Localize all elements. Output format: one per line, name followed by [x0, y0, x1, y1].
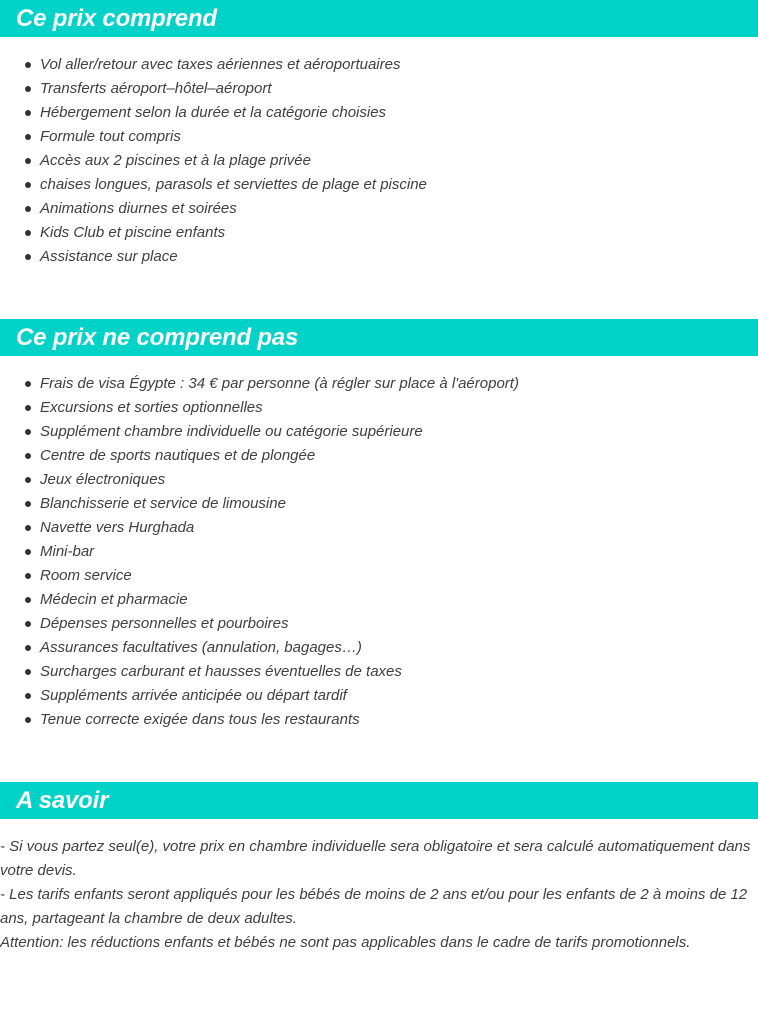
list-item	[0, 396, 758, 420]
bullet-icon	[25, 453, 31, 459]
list-item-text: Blanchisserie et service de limousine	[40, 495, 286, 512]
list-item	[0, 197, 758, 221]
list-item	[0, 660, 758, 684]
bullet-icon	[25, 134, 31, 140]
list-item-text: Room service	[40, 567, 132, 584]
list-item	[0, 245, 758, 269]
list-item-text: Animations diurnes et soirées	[40, 200, 237, 217]
list-item	[0, 173, 758, 197]
bullet-icon	[25, 621, 31, 627]
bullet-icon	[25, 669, 31, 675]
bullet-icon	[25, 429, 31, 435]
bullet-icon	[25, 525, 31, 531]
list-item-text: Kids Club et piscine enfants	[40, 224, 226, 241]
bullet-icon	[25, 597, 31, 603]
list-item	[0, 708, 758, 732]
list-item-text: Centre de sports nautiques et de plongée	[40, 447, 316, 464]
notes-section-title: A savoir	[0, 782, 758, 819]
bullet-icon	[25, 693, 31, 699]
notes-body	[0, 835, 756, 955]
list-item	[0, 492, 758, 516]
bullet-icon	[25, 381, 31, 387]
bullet-icon	[25, 230, 31, 236]
list-item	[0, 101, 758, 125]
bullet-icon	[25, 477, 31, 483]
bullet-icon	[25, 206, 31, 212]
list-item-text: Vol aller/retour avec taxes aériennes et aéroportuaires	[40, 56, 401, 73]
list-item-text: Hébergement selon la durée et la catégorie choisies	[40, 104, 387, 121]
list-item-text: Médecin et pharmacie	[40, 591, 188, 608]
list-item	[0, 444, 758, 468]
list-item-text: Assurances facultatives (annulation, bagages…)	[40, 639, 362, 656]
included-section-title: Ce prix comprend	[0, 0, 758, 37]
bullet-icon	[25, 549, 31, 555]
list-item	[0, 372, 758, 396]
list-item	[0, 612, 758, 636]
included-list	[0, 53, 758, 269]
list-item	[0, 221, 758, 245]
list-item	[0, 588, 758, 612]
bullet-icon	[25, 110, 31, 116]
bullet-icon	[25, 254, 31, 260]
list-item-text: Dépenses personnelles et pourboires	[40, 615, 289, 632]
list-item-text: Mini-bar	[40, 543, 95, 560]
list-item-text: Frais de visa Égypte : 34 € par personne (à régler sur place à l'aéroport)	[40, 375, 519, 392]
list-item	[0, 684, 758, 708]
list-item	[0, 564, 758, 588]
list-item	[0, 149, 758, 173]
notes-paragraph: Attention: les réductions enfants et bébés ne sont pas applicables dans le cadre de tarifs promotionnels.	[0, 934, 691, 951]
bullet-icon	[25, 645, 31, 651]
list-item	[0, 53, 758, 77]
list-item	[0, 420, 758, 444]
list-item-text: Formule tout compris	[40, 128, 181, 145]
bullet-icon	[25, 717, 31, 723]
notes-paragraph: - Les tarifs enfants seront appliqués pour les bébés de moins de 2 ans et/ou pour les enfants de 2 à moins de 12 ans, partageant la chambre de deux adultes.	[0, 886, 748, 927]
list-item-text: Jeux électroniques	[40, 471, 166, 488]
list-item	[0, 468, 758, 492]
bullet-icon	[25, 86, 31, 92]
list-item	[0, 516, 758, 540]
list-item-text: Surcharges carburant et hausses éventuelles de taxes	[40, 663, 402, 680]
list-item-text: Supplément chambre individuelle ou catégorie supérieure	[40, 423, 423, 440]
list-item-text: Accès aux 2 piscines et à la plage privée	[40, 152, 311, 169]
excluded-list	[0, 372, 758, 732]
bullet-icon	[25, 405, 31, 411]
list-item-text: Assistance sur place	[40, 248, 178, 265]
excluded-section-title: Ce prix ne comprend pas	[0, 319, 758, 356]
list-item	[0, 540, 758, 564]
bullet-icon	[25, 501, 31, 507]
list-item-text: Suppléments arrivée anticipée ou départ tardif	[40, 687, 347, 704]
bullet-icon	[25, 182, 31, 188]
list-item-text: Transferts aéroport–hôtel–aéroport	[40, 80, 272, 97]
list-item	[0, 77, 758, 101]
list-item	[0, 125, 758, 149]
list-item-text: chaises longues, parasols et serviettes de plage et piscine	[40, 176, 427, 193]
list-item-text: Excursions et sorties optionnelles	[40, 399, 263, 416]
list-item-text: Tenue correcte exigée dans tous les restaurants	[40, 711, 360, 728]
bullet-icon	[25, 158, 31, 164]
notes-paragraph: - Si vous partez seul(e), votre prix en chambre individuelle sera obligatoire et sera calculé automatiquement dans votre devis.	[0, 838, 751, 879]
bullet-icon	[25, 62, 31, 68]
list-item-text: Navette vers Hurghada	[40, 519, 195, 536]
list-item	[0, 636, 758, 660]
bullet-icon	[25, 573, 31, 579]
